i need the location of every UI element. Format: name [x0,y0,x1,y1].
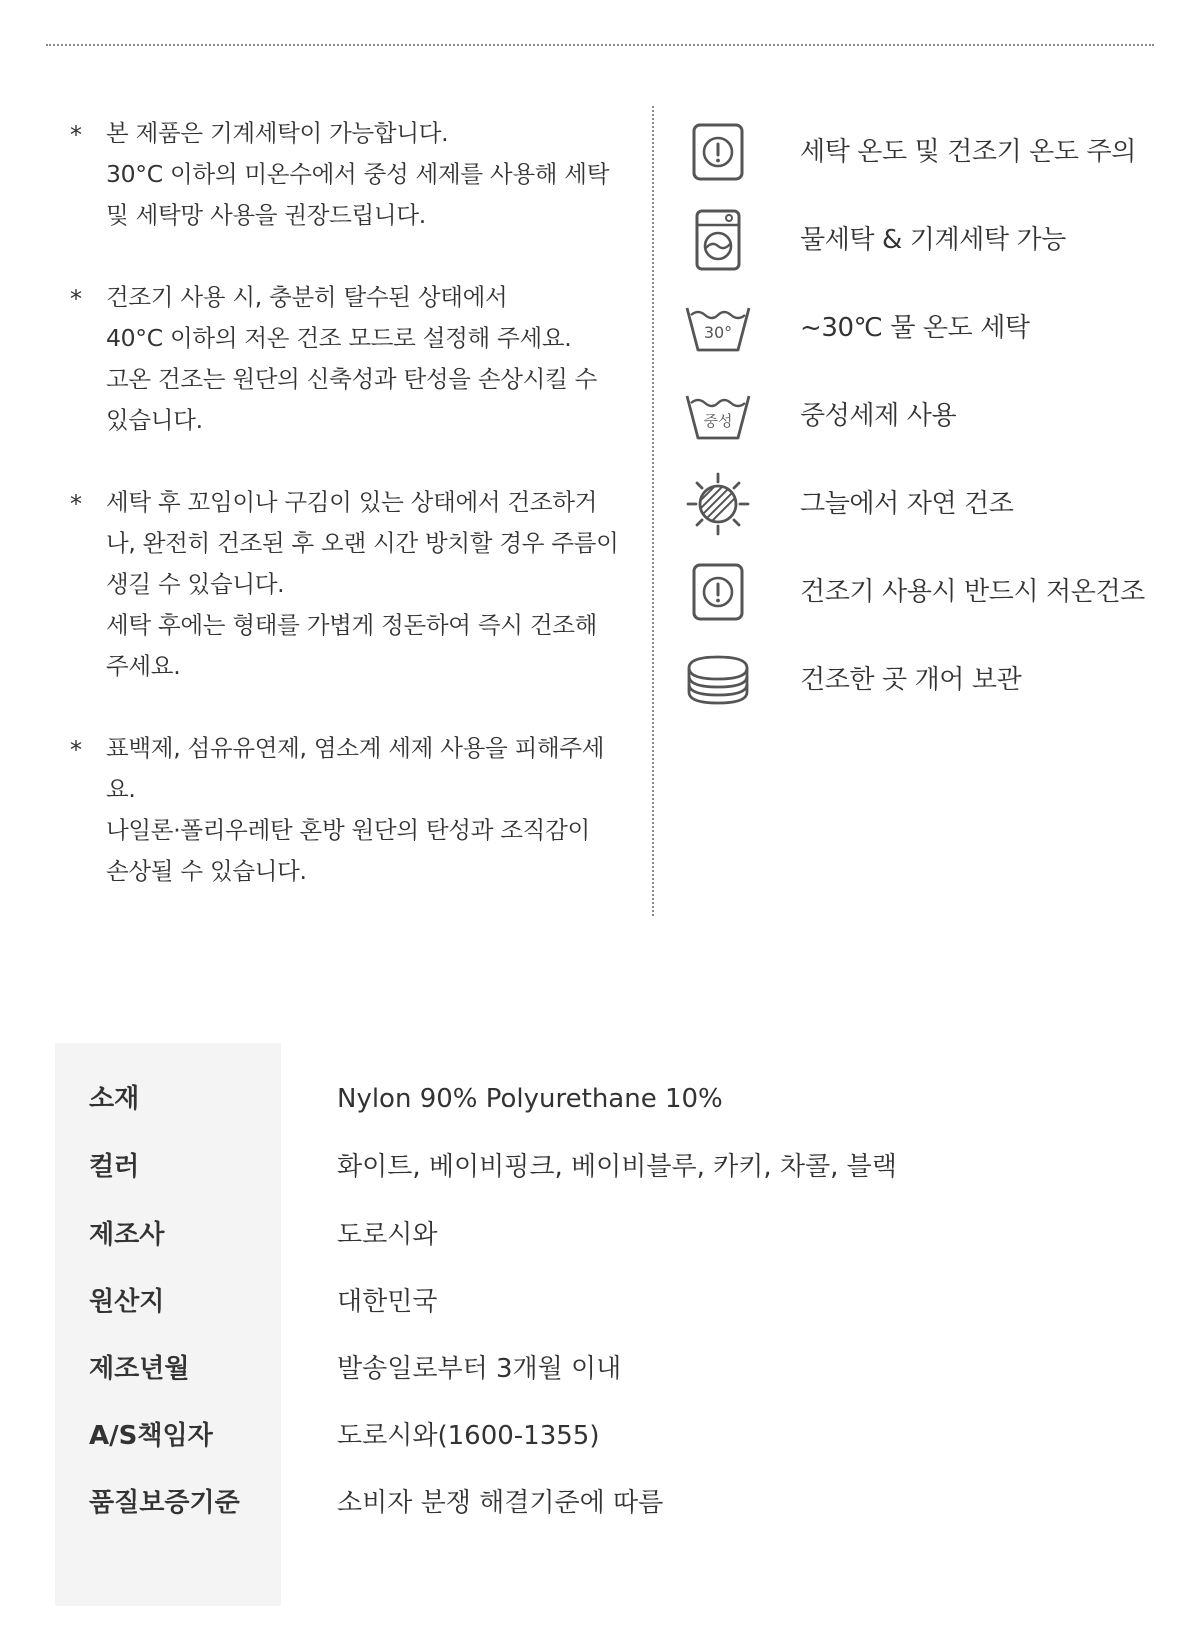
care-note-line: 고온 건조는 원단의 신축성과 탄성을 손상시킬 수 [106,365,598,393]
care-symbol-label: 그늘에서 자연 건조 [800,489,1014,519]
asterisk-bullet: * [70,121,82,149]
care-symbol-row [684,120,1174,208]
spec-row-manufacture-date [55,1344,1145,1394]
spec-value: 발송일로부터 3개월 이내 [337,1354,622,1384]
care-note-3 [70,482,630,687]
care-symbol-row [684,296,1174,384]
neutral-detergent-icon-text: 중성 [703,412,733,430]
shade-dry-icon [684,472,752,536]
care-note-line: 생길 수 있습니다. [106,570,285,598]
care-note-line: 40°C 이하의 저온 건조 모드로 설정해 주세요. [106,324,572,352]
care-note-line: 나, 완전히 건조된 후 오랜 시간 방치할 경우 주름이 [106,529,619,557]
care-note-1 [70,113,630,236]
asterisk-bullet: * [70,490,82,518]
wash-30-icon [684,296,752,360]
washing-machine-icon [684,208,752,272]
asterisk-bullet: * [70,285,82,313]
care-note-line: 및 세탁망 사용을 권장드립니다. [106,201,426,229]
spec-key: 컬러 [89,1152,140,1182]
spec-value: 도로시와(1600-1355) [337,1421,600,1451]
care-note-line: 있습니다. [106,406,203,434]
spec-value: 대한민국 [337,1287,438,1317]
neutral-detergent-icon [684,384,752,448]
wash-30-icon-text: 30° [703,323,733,342]
spec-key: 제조사 [89,1220,165,1250]
care-symbol-row [684,384,1174,472]
spec-row-material [55,1074,1145,1124]
care-symbol-label: 건조한 곳 개어 보관 [800,665,1022,695]
care-note-line: 표백제, 섬유유연제, 염소계 세제 사용을 피해주세 [106,734,605,762]
care-symbol-row [684,208,1174,296]
spec-key: 품질보증기준 [89,1488,240,1518]
care-symbol-label: 건조기 사용시 반드시 저온건조 [800,577,1145,607]
care-note-2 [70,277,630,441]
care-note-line: 주세요. [106,652,181,680]
care-symbol-label: 물세탁 & 기계세탁 가능 [800,225,1066,255]
spec-row-as-contact [55,1411,1145,1461]
care-note-line: 건조기 사용 시, 충분히 탈수된 상태에서 [106,283,508,311]
spec-key: 소재 [89,1084,140,1114]
spec-row-manufacturer [55,1210,1145,1260]
care-symbol-label: 세탁 온도 및 건조기 온도 주의 [800,137,1136,167]
spec-row-origin [55,1277,1145,1327]
care-note-line: 세탁 후에는 형태를 가볍게 정돈하여 즉시 건조해 [106,611,598,639]
care-notes [70,113,630,933]
vertical-dotted-divider [652,106,654,916]
care-note-line: 요. [106,775,136,803]
spec-value: 소비자 분쟁 해결기준에 따름 [337,1488,664,1518]
care-note-line: 본 제품은 기계세탁이 가능합니다. [106,119,449,147]
spec-row-quality-standard [55,1478,1145,1528]
care-symbols [684,120,1174,736]
care-symbol-row [684,560,1174,648]
care-symbol-row [684,472,1174,560]
asterisk-bullet: * [70,736,82,764]
care-symbol-label: ~30℃ 물 온도 세탁 [800,313,1030,343]
caution-icon [684,560,752,624]
care-symbol-label: 중성세제 사용 [800,401,957,431]
caution-icon [684,120,752,184]
folded-storage-icon [684,648,752,712]
spec-row-color [55,1142,1145,1192]
care-symbol-row [684,648,1174,736]
spec-value: 도로시와 [337,1220,438,1250]
spec-key: 원산지 [89,1287,165,1317]
spec-value: 화이트, 베이비핑크, 베이비블루, 카키, 차콜, 블랙 [337,1152,897,1182]
care-note-line: 손상될 수 있습니다. [106,857,307,885]
care-note-4 [70,728,630,892]
care-note-line: 나일론·폴리우레탄 혼방 원단의 탄성과 조직감이 [106,816,590,844]
spec-key: 제조년월 [89,1354,190,1384]
product-spec-table [55,1043,1145,1606]
spec-key: A/S책임자 [89,1421,213,1451]
care-note-line: 30°C 이하의 미온수에서 중성 세제를 사용해 세탁 [106,160,610,188]
spec-value: Nylon 90% Polyurethane 10% [337,1084,723,1114]
care-note-line: 세탁 후 꼬임이나 구김이 있는 상태에서 건조하거 [106,488,598,516]
top-dotted-divider [46,44,1154,46]
